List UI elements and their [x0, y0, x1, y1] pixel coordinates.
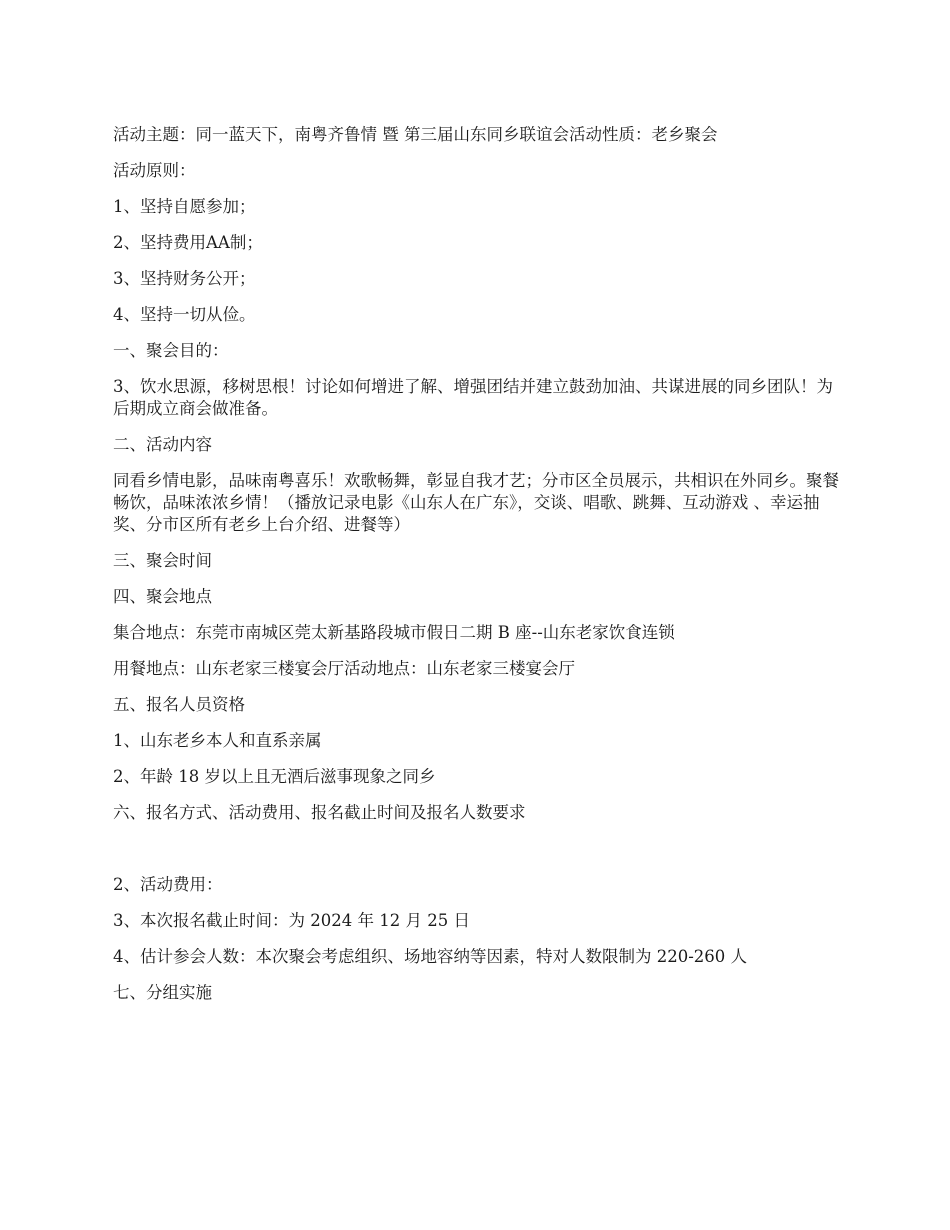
dining-location: 用餐地点：山东老家三楼宴会厅活动地点：山东老家三楼宴会厅 [113, 659, 575, 678]
section-heading-time: 三、聚会时间 [113, 551, 212, 570]
registration-item: 3、本次报名截止时间：为 2024 年 12 月 25 日 [113, 911, 470, 930]
principle-item: 2、坚持费用AA制； [113, 233, 263, 252]
registration-item: 2、活动费用： [113, 875, 223, 894]
activity-theme-line: 活动主题：同一蓝天下，南粤齐鲁情 暨 第三届山东同乡联谊会活动性质：老乡聚会 [113, 125, 718, 144]
principle-item: 4、坚持一切从俭。 [113, 305, 256, 324]
registration-item: 4、估计参会人数：本次聚会考虑组织、场地容纳等因素，特对人数限制为 220-260 人 [113, 947, 748, 966]
section-heading-content: 二、活动内容 [113, 435, 212, 454]
section-heading-purpose: 一、聚会目的： [113, 341, 229, 360]
section-heading-eligibility: 五、报名人员资格 [113, 695, 245, 714]
eligibility-item: 2、年龄 18 岁以上且无酒后滋事现象之同乡 [113, 767, 436, 786]
eligibility-item: 1、山东老乡本人和直系亲属 [113, 731, 322, 750]
section-heading-groups: 七、分组实施 [113, 983, 212, 1002]
gathering-location: 集合地点：东莞市南城区莞太新基路段城市假日二期 B 座--山东老家饮食连锁 [113, 623, 675, 642]
content-paragraph: 同看乡情电影，品味南粤喜乐！欢歌畅舞，彰显自我才艺；分市区全员展示，共相识在外同乡。聚餐畅饮，品味浓浓乡情！（播放记录电影《山东人在广东》，交谈、唱歌、跳舞、互动游戏 、幸运抽奖、分市区所有老乡上台介绍、进餐等） [113, 471, 839, 534]
blank-line [113, 838, 848, 874]
section-heading-location: 四、聚会地点 [113, 587, 212, 606]
principle-item: 1、坚持自愿参加； [113, 197, 256, 216]
section-heading-registration: 六、报名方式、活动费用、报名截止时间及报名人数要求 [113, 803, 526, 822]
principles-heading: 活动原则： [113, 161, 196, 180]
document-body [113, 124, 848, 1018]
purpose-paragraph: 3、饮水思源，移树思根！讨论如何增进了解、增强团结并建立鼓劲加油、共谋进展的同乡团队！为后期成立商会做准备。 [113, 377, 833, 418]
principle-item: 3、坚持财务公开； [113, 269, 256, 288]
